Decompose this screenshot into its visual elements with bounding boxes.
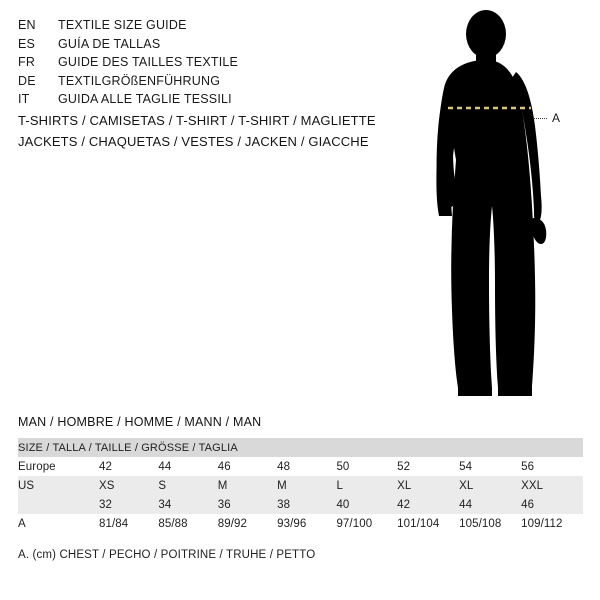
language-code: ES <box>18 36 36 51</box>
row-label: Europe <box>18 457 99 476</box>
language-code: EN <box>18 18 36 32</box>
language-row <box>18 90 388 109</box>
language-row <box>18 53 388 72</box>
row-cell: 38 <box>277 495 336 514</box>
row-label: A <box>18 514 99 533</box>
language-text: GUÍA DE TALLAS <box>58 36 161 51</box>
size-table-block <box>18 415 583 533</box>
row-cell: 44 <box>459 495 521 514</box>
language-row <box>18 35 388 54</box>
row-cell: 50 <box>336 457 397 476</box>
row-cell: 109/112 <box>521 514 583 533</box>
language-text: TEXTILE SIZE GUIDE <box>58 18 187 32</box>
row-cell: 81/84 <box>99 514 158 533</box>
table-row <box>18 514 583 533</box>
language-row <box>18 16 388 35</box>
row-cell: 52 <box>397 457 459 476</box>
row-cell: 34 <box>158 495 217 514</box>
row-cell: XL <box>459 476 521 495</box>
row-cell: 93/96 <box>277 514 336 533</box>
row-cell: 48 <box>277 457 336 476</box>
row-cell: 40 <box>336 495 397 514</box>
row-cell: XL <box>397 476 459 495</box>
male-silhouette-icon <box>400 10 600 410</box>
row-cell: 105/108 <box>459 514 521 533</box>
language-code: FR <box>18 55 36 69</box>
row-cell: 46 <box>521 495 583 514</box>
row-cell: S <box>158 476 217 495</box>
row-cell: M <box>218 476 277 495</box>
row-cell: 42 <box>397 495 459 514</box>
table-row <box>18 457 583 476</box>
row-label: US <box>18 476 99 495</box>
table-header-row <box>18 438 583 457</box>
figure-illustration <box>400 10 600 410</box>
row-cell: 89/92 <box>218 514 277 533</box>
row-cell: 32 <box>99 495 158 514</box>
row-cell: 56 <box>521 457 583 476</box>
language-list <box>18 16 388 109</box>
row-cell: L <box>336 476 397 495</box>
row-cell: M <box>277 476 336 495</box>
row-cell: 46 <box>218 457 277 476</box>
language-row <box>18 72 388 91</box>
language-code: IT <box>18 92 30 106</box>
row-cell: 54 <box>459 457 521 476</box>
measure-label-a: A <box>552 111 561 125</box>
category-list <box>18 110 398 152</box>
row-cell: 42 <box>99 457 158 476</box>
row-cell: XS <box>99 476 158 495</box>
row-cell: 44 <box>158 457 217 476</box>
category-line-jackets: JACKETS / CHAQUETAS / VESTES / JACKEN / GIACCHE <box>18 134 369 149</box>
language-text: GUIDA ALLE TAGLIE TESSILI <box>58 92 232 106</box>
row-cell: XXL <box>521 476 583 495</box>
size-table <box>18 438 583 533</box>
category-line-tshirts: T-SHIRTS / CAMISETAS / T-SHIRT / T-SHIRT / MAGLIETTE <box>18 113 376 128</box>
table-row <box>18 476 583 495</box>
table-row <box>18 495 583 514</box>
language-code: DE <box>18 73 36 88</box>
language-text: TEXTILGRÖßENFÜHRUNG <box>58 73 221 88</box>
language-text: GUIDE DES TAILLES TEXTILE <box>58 55 239 69</box>
row-cell: 85/88 <box>158 514 217 533</box>
footnote: A. (cm) CHEST / PECHO / POITRINE / TRUHE / PETTO <box>18 549 316 561</box>
row-cell: 97/100 <box>336 514 397 533</box>
table-title: MAN / HOMBRE / HOMME / MANN / MAN <box>18 415 262 429</box>
row-cell: 101/104 <box>397 514 459 533</box>
row-label <box>18 495 99 514</box>
row-cell: 36 <box>218 495 277 514</box>
table-header-label: SIZE / TALLA / TAILLE / GRÖSSE / TAGLIA <box>18 438 583 457</box>
measure-leader-line <box>533 118 547 119</box>
